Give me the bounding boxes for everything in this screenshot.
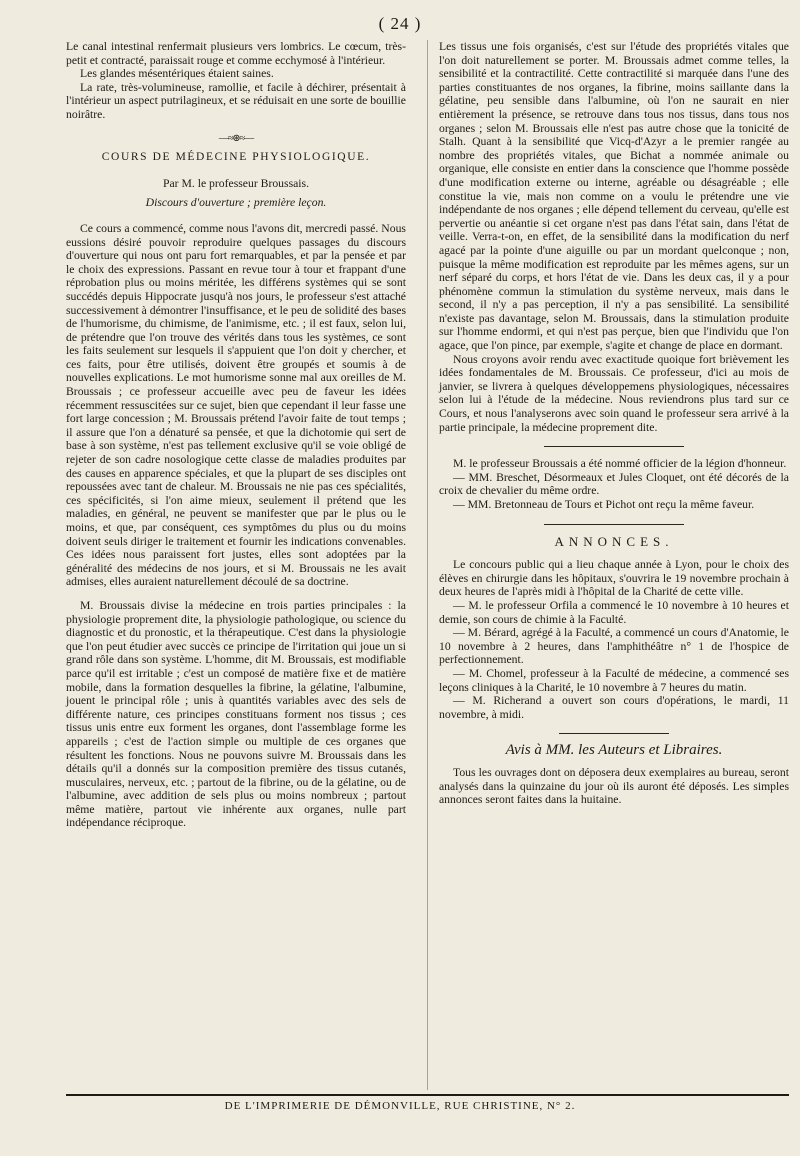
- intro-paragraph: Les glandes mésentériques étaient saines.: [80, 67, 274, 81]
- intro-paragraph: La rate, très-volumineuse, ramollie, et facile à déchirer, présentait à l'intérieur un aspect putrilagineux, et se réduisait en une sorte de bouillie noirâtre.: [66, 80, 406, 121]
- section-rule: [559, 733, 669, 734]
- right-column: [439, 40, 789, 807]
- annonces-title: ANNONCES.: [554, 533, 674, 549]
- avis-title: Avis à MM. les Auteurs et Libraires.: [505, 742, 723, 759]
- annonce-item: Le concours public qui a lieu chaque année à Lyon, pour le choix des élèves en chirurgie dans les hôpitaux, s'ouvrira le 19 novembre prochain à deux heures de l'après midi à l'hôpital de la Charité de cette ville.: [439, 558, 789, 599]
- annonce-item: — M. Bérard, agrégé à la Faculté, a commencé un cours d'Anatomie, le 10 novembre à 2 heures, dans l'amphithéâtre n° 1 de l'hospice de perfectionnement.: [439, 626, 789, 667]
- news-item: M. le professeur Broussais a été nommé officier de la légion d'honneur.: [453, 457, 787, 471]
- ornament-divider: —≈⊛≈—: [218, 132, 254, 144]
- intro-paragraph: Le canal intestinal renfermait plusieurs vers lombrics. Le cœcum, très-petit et contracté, paraissait rouge et comme ecchymosé à l'intérieur.: [66, 40, 406, 67]
- avis-text: Tous les ouvrages dont on déposera deux exemplaires au bureau, seront analysés dans la quinzaine du jour où ils auront été déposés. Les simples annonces seront faites dans la huitaine.: [439, 765, 789, 807]
- article-paragraph: Les tissus une fois organisés, c'est sur l'étude des propriétés vitales que l'on doit naturellement se porter. M. Broussais admet comme telles, la sensibilité et la contractilité. Cette contractilité si marquée dans l'une des parties constituantes de nos organes, la fibrine, moins saillante dans la gélatine, peu sensible dans l'albumine, où l'on ne saurait en nier entièrement la présence, se retrouve dans tous nos tissus, dans tous nos organes ; selon M. Broussais elle n'est pas autre chose que la tonicité de Stalh. Quant à la sensibilité que Vicq-d'Azyr a le premier rangée au nombre des propriétés vitales, que Bichat a nommée animale ou organique, elle consiste en entier dans la conscience que l'homme possède d'une modification externe ou interne, agréable ou désagréable ; elle constitue la vie, mais non comme on a voulu le prétendre une vie indépendante de nos organes ; elle dépend tellement du cerveau, qu'elle est pervertie ou anéantie si cet organe n'est pas dans l'état sain, dans l'état de veille. Verra-t-on, en effet, de la sensibilité dans la modification du nerf agacé par la pointe d'une aiguille ou par un mordant quelconque ; non, puisque la même modification est reproduite par les mêmes agens, sur un nerf séparé du corps, et hors l'état de vie. Dans les deux cas, il y a pour phénomène commun la stimulation du système nerveux, mais dans le second, il n'y a pas perception, il n'y a pas sensibilité. La sensibilité n'existe pas davantage, selon M. Broussais, dans la stimulation produite sur l'homme endormi, et qui n'est pas perçue, bien que l'individu que l'on agace, que l'on pince, par exemple, s'agite et change de place en dormant.: [439, 40, 789, 353]
- page-number: ( 24 ): [378, 14, 422, 33]
- section-rule: [544, 446, 684, 447]
- article-subtitle: Discours d'ouverture ; première leçon.: [145, 196, 327, 210]
- section-rule: [544, 524, 684, 525]
- column-divider: [427, 40, 428, 1090]
- left-column: [66, 40, 406, 830]
- annonce-item: — M. Richerand a ouvert son cours d'opérations, le mardi, 11 novembre, à midi.: [439, 694, 789, 721]
- article-paragraph: Ce cours a commencé, comme nous l'avons dit, mercredi passé. Nous eussions désiré pouvoir reproduire quelques passages du discours d'ouverture qui nous ont paru fort remarquables, et par la pensée et par le choix des expressions. Passant en revue tour à tour et frappant d'une réprobation plus ou moins méritée, les différens systèmes qui se sont succédés depuis Hippocrate jusqu'à nos jours, le professeur s'est attaché successivement à démontrer l'insuffisance, et le peu de solidité des bases de l'humorisme, du chimisme, de l'animisme, etc. ; il est faux, selon lui, de prétendre que l'on trouve des vérités dans tous les systèmes, ce sont les faits seulement sur lesquels il s'appuient que l'on doit y chercher, et ces faits, pour être utilisés, doivent être groupés et soumis à de nouvelles explications. Le mot humorisme sonne mal aux oreilles de M. Broussais ; ce professeur accueille avec peu de faveur les idées récemment ressuscitées sur ce sujet, bien que cependant il leur fasse une fort large concession ; M. Broussais prétend l'avoir faite de tout temps ; il assure que l'on a dénaturé sa pensée, et que la dichotomie qui sert de base à son système, n'est pas tellement exclusive qu'il se voie obligé de rejeter de son cadre nosologique cette classe de maladies produites par des causes en apparence spéciales, et que la plupart de ses disciples ont repoussées avec tant de chaleur. M. Broussais ne nie pas ces spécialités, ces spécificités, si l'on aime mieux, seulement il prétend que les maladies, en général, ne peuvent se manifester que par le plus ou le moins, et que, par conséquent, ces symptômes du plus ou du moins doivent seuls diriger le traitement et fournir les indications convenables. Ces idées nous paraissent fort justes, elles sont adoptées par la généralité des médecins de nos jours, et si M. Broussais ne les avait admises, elles auraient naturellement découlé de sa doctrine.: [66, 221, 406, 589]
- annonce-item: — M. Chomel, professeur à la Faculté de médecine, a commencé ses leçons cliniques à la Charité, le 10 novembre à 7 heures du matin.: [439, 666, 789, 694]
- news-item: — MM. Breschet, Désormeaux et Jules Cloquet, ont été décorés de la croix de chevalier du même ordre.: [439, 470, 789, 498]
- article-paragraph: M. Broussais divise la médecine en trois parties principales : la physiologie proprement dite, la physiologie pathologique, ou science du diagnostic et du pronostic, et la thérapeutique. C'est dans la physiologie que l'on peut étudier avec succès ce principe de l'irritation qui joue un si grand rôle dans son système. L'homme, dit M. Broussais, est modifiable parce qu'il est irritable ; c'est un composé de matière fixe et de matière mobile, dans la formation desquelles la fibrine, la gélatine, l'albumine, jouent le principal rôle ; unis à quantités variables avec des sels de différente nature, ces principes constituans forment nos tissus ; ces tissus unis entre eux forment les organes, dont l'assemblage forme les appareils ; c'est de l'action simple ou multiple de ces organes que résultent les fonctions. Nous ne pouvons suivre M. Broussais dans les détails qu'il a donnés sur la composition première des tissus cutanés, musculaires, nerveux, etc. ; partout de la fibrine, ou de la gélatine, ou de l'albumine, avec addition de sels plus ou moins nombreux ; partout même matière, partout vie inhérente aux organes, nulle part indépendance réciproque.: [66, 598, 406, 830]
- article-title: COURS DE MÉDECINE PHYSIOLOGIQUE.: [101, 151, 371, 164]
- annonce-item: — M. le professeur Orfila a commencé le 10 novembre à 10 heures et demie, son cours de chimie à la Faculté.: [439, 598, 789, 626]
- imprint-footer: DE L'IMPRIMERIE DE DÉMONVILLE, RUE CHRISTINE, N° 2.: [224, 1100, 576, 1112]
- article-paragraph: Nous croyons avoir rendu avec exactitude quoique fort brièvement les idées fondamentales de M. Broussais. Ce professeur, d'ici au mois de janvier, se livrera à quelques développemens physiologiques, nécessaires selon lui à l'étude de la médecine. Nous reviendrons plus tard sur ce Cours, et nous l'analyserons avec soin quand le professeur sera arrivé à la partie principale, la médecine proprement dite.: [439, 352, 789, 434]
- news-item: — MM. Bretonneau de Tours et Pichot ont reçu la même faveur.: [453, 498, 755, 511]
- footer-rule: [66, 1094, 789, 1096]
- article-byline: Par M. le professeur Broussais.: [162, 176, 310, 190]
